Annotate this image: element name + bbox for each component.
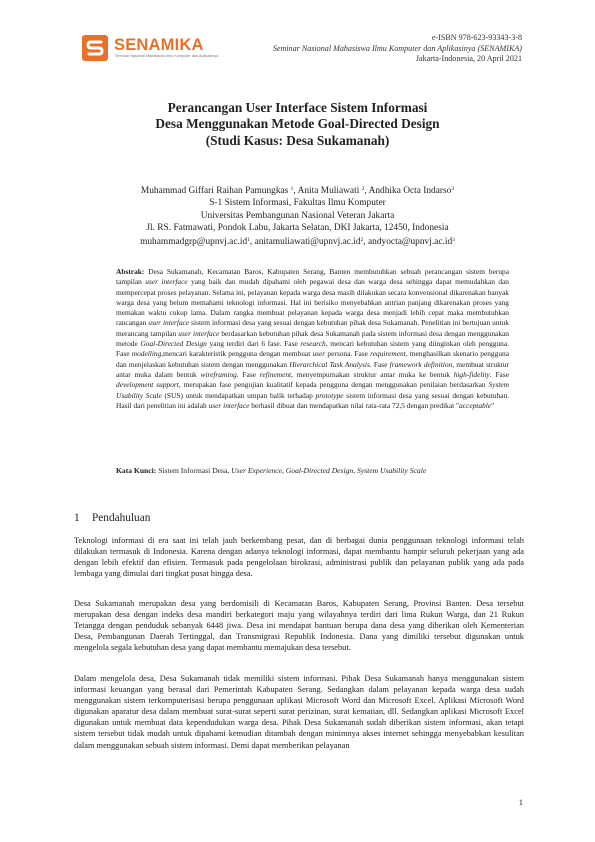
author-names [0,183,595,197]
email-3[interactable]: andyocta@upnvj.ac.id [368,237,453,248]
section-number: 1 [74,512,80,524]
abstract-italic: requirement [370,349,406,359]
email-2-sup: 2 [360,237,364,244]
abstract-italic: research [300,339,326,349]
abstract-text: , merupakan fase pengujian kualitatif kepada pengguna dengan menggunakan penilaian berdasarkan [178,380,489,390]
logo-name: SENAMIKA [114,36,204,54]
email-1[interactable]: muhammadgrp@upnvj.ac.id [140,237,248,248]
abstract-text: , mencari kebutuhan sistem yang diinginkan oleh pengguna. Fase [116,339,509,359]
address: Jl. RS. Fatmawati, Pondok Labu, Jakarta Selatan, DKI Jakarta, 12450, Indonesia [146,222,449,233]
abstract-text: (SUS) untuk mendapatkan umpan balik terhadap [161,390,316,400]
abstract-text: , menyempurnakan struktur antar muka ke bentuk [291,369,454,379]
section-heading [74,512,150,524]
abstract-italic: refinement [259,369,292,379]
separator: , [293,186,298,196]
abstract-text: , membuat struktur antar muka dalam bentuk [116,359,509,379]
abstract-text: ,mencari karakteristik pengguna dengan membuat [161,349,313,359]
abstract-text: . Fase [236,369,260,379]
body-paragraph-2: Desa Sukamanah merupakan desa yang berdomisili di Kecamatan Baros, Kabupaten Serang, Provinsi Banten. Desa tersebut merupakan desa dengan indeks desa mandiri berkategori maju yang wilayahnya terdiri dari lima Rukun Warga, dan 21 Rukun Tetangga dengan penduduk sebanyak 6448 jiwa. Desa ini mendapat bantuan berupa dana desa yang diberikan oleh Kementerian Desa, Pembangunan Daerah Tertinggal, dan Transmigrasi Republik Indonesia. Dana yang dimiliki tersebut digunakan untuk mengelola segala kebutuhan desa yang dapat membantu memajukan desa tersebut. [74,599,524,653]
abstract-italic: user interface [145,277,188,287]
isbn: e-ISBN 978-623-93343-3-8 [431,33,522,42]
abstract-italic: user [312,349,326,359]
affiliation-2: Universitas Pembangunan Nasional Veteran Jakarta [200,210,395,221]
header-info [273,33,522,65]
email-2[interactable]: anitamuliawati@upnvj.ac.id [254,237,361,248]
keywords-italic: System Usability Scale [357,466,427,475]
abstract-text: sistem informasi desa yang sesuai dengan kebutuhan. Hasil dari penelitian ini adalah [116,390,510,410]
authors-block [0,183,595,248]
emails: $muhammadgrp@upnvj.ac.id^1$, $anitamuliawati@upnvj.ac.id^2$, $andyocta@upnvj.ac.id^3$ [140,237,455,248]
abstract-italic: user interface [178,328,220,338]
author-3: Andhika Octa Indarso [368,186,452,196]
abstract-italic: acceptable [459,400,492,410]
keywords [116,466,516,476]
location-date: Jakarta-Indonesia, 20 April 2021 [415,54,522,63]
abstract-text: yang terdiri dari 6 fase. Fase [206,339,301,349]
abstract-text: yang baik dan mudah dipahami oleh pegawai desa dan warga desa sehingga dapat memudahkan dan mempercepat proses pelayanan. Selama ini, pelayanan kepada warga desa masih dilakukan secara konvensional dikarenakan banyak warga desa yang belum memahami teknologi informasi. Hal ini berisiko menyebabkan antrian panjang dikarenakan proses yang memakan waktu cukup lama. Dalam rangka membuat pelayanan kepada warga desa menjadi lebih cepat maka membutuhkan rancangan [116,277,510,328]
title-line-2: Desa Menggunakan Metode Goal-Directed Design [155,116,440,132]
abstract-text: sistem informasi desa yang sesuai dengan kebutuhan pihak desa Sukamanah. Penelitian ini bertujuan untuk merancang tampilan [116,318,510,338]
abstract-label: Abstrak: [116,267,145,276]
title-line-3: (Studi Kasus: Desa Sukamanah) [205,132,390,148]
section-title: Pendahuluan [92,512,151,524]
keywords-text: , [282,466,286,475]
author-1: Muhammad Giffari Raihan Pamungkas [140,186,289,196]
keywords-text: , [353,466,358,475]
separator: , [364,186,369,196]
keywords-label: Kata Kunci: [116,466,157,475]
title-line-1: Perancangan User Interface Sistem Informasi [167,100,428,115]
body-paragraph-1: Teknologi informasi di era saat ini telah jauh berkembang pesat, dan di berbagai dunia penggunaan teknologi informasi telah dilakukan termasuk di Indonesia. Karena dengan adanya teknologi informasi, dapat membantu hampir seluruh pekerjaan yang ada dengan lebih efektif dan efisien. Termasuk pada pengelolaan birokrasi, administrasi publik dan pelayanan publik yang ada pada lembaga yang dimulai dari tingkat pusat hingga desa. [74,536,524,579]
affiliation-1: S-1 Sistem Informasi, Fakultas Ilmu Komputer [209,198,386,209]
abstract-text: berhasil dibuat dan mendapatkan nilai rata-rata 72,5 dengan predikat " [249,400,460,410]
keywords-text: Sistem Informasi Desa, [156,466,232,475]
body-paragraph-3: Dalam mengelola desa, Desa Sukamanah tidak memiliki sistem informasi. Pihak Desa Sukamanah hanya menggunakan sistem informasi keuangan yang berasal dari Pemerintah Kabupaten Serang. Sedangkan dalam pelayanan kepada warga desa sudah menggunakan sistem terkomputerisasi berupa penggunaan aplikasi Microsoft Word dan Microsoft Excel. Aplikasi Microsoft Word digunakan aparatur desa dalam membuat surat-surat seperti surat perizinan, surat kematian, dll. Sedangkan aplikasi Microsoft Excel digunakan untuk membuat data kependudukan warga desa. Pihak Desa Sukamanah sudah diberikan sistem informasi, akan tetapi sistem tersebut tidak mudah untuk dipahami kemudian ditambah dengan minimnya akses internet sehingga menyebabkan kesulitan dalam menggunakan sebuah sistem informasi. Demi dapat memberikan pelayanan [74,674,524,750]
email-3-sup: 3 [452,237,455,244]
abstract-italic: Hierarchical Task Analysis [289,359,370,369]
abstract-italic: user interface [148,318,190,328]
author-2: Anita Muliawati [297,186,360,196]
abstract-text: Desa Sukamanah, Kecamatan Baros, Kabupaten Serang, Banten membutuhkan sebuah perancangan sistem berupa tampilan [116,267,509,287]
author-2-sup: 2 [361,186,365,192]
author-1-sup: 1 [290,186,294,192]
abstract-italic: prototype [315,390,344,400]
seminar-name: Seminar Nasional Mahasiswa Ilmu Komputer dan Aplikasinya (SENAMIKA) [272,43,522,53]
abstract-italic: System Usability Scale [116,380,509,400]
abstract-text: berdasarkan kebutuhan pihak desa Sukamanah pada sistem informasi desa dengan menggunakan metode [116,328,509,349]
abstract-italic: high-fidelity [453,369,490,379]
senamika-logo [82,35,222,65]
abstract-italic: wireframing [200,369,237,379]
abstract-italic: Goal-Directed Design [140,339,207,349]
abstract-text: persona. Fase [325,349,371,359]
email-1-sup: 1 [247,237,250,244]
abstract-italic: framework definition [389,359,453,369]
senamika-s-logo-icon [82,35,108,61]
abstract-text: . Fase [369,359,390,369]
author-3-sup: 3 [451,186,455,192]
abstract-italic: modelling [131,349,162,359]
abstract [116,267,509,411]
logo-tagline: Seminar Nasional Mahasiswa Ilmu Komputer dan Aplikasinya [115,54,219,58]
abstract-text: . Fase [489,369,509,379]
keywords-italic: User Experience [231,466,282,475]
keywords-italic: Goal-Directed Design [285,466,354,475]
abstract-text: , menghasilkan skenario pengguna dan menjelaskan kebutuhan sistem dengan menggunakan [116,349,509,369]
paper-title [0,100,595,149]
abstract-text: " [491,400,495,410]
page-number: 1 [518,797,523,807]
abstract-italic: user interface [208,400,250,410]
abstract-italic: development support [116,380,179,390]
